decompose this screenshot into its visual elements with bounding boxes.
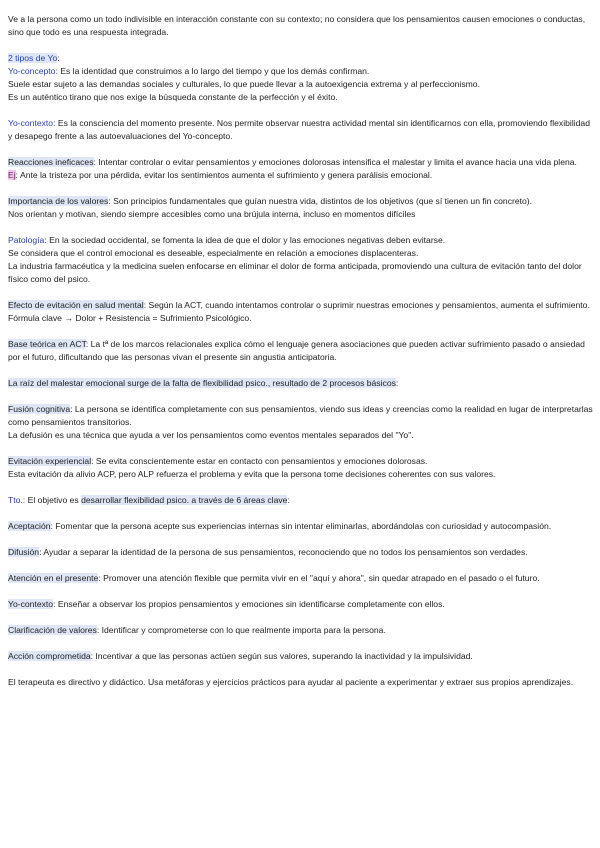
- difusion-paragraph: Difusión: Ayudar a separar la identidad de la persona de sus pensamientos, reconociendo que no todos los pensamientos son verdades.: [8, 547, 528, 557]
- reacciones-label: Reacciones ineficaces: [8, 157, 94, 167]
- yo-contexto-label: Yo-contexto:: [8, 118, 56, 128]
- patologia-label: Patología: [8, 235, 45, 245]
- tto-highlight: desarrollar flexibilidad psico. a través de 6 áreas clave: [81, 495, 288, 505]
- patologia-line3: La industria farmacéutica y la medicina suelen enfocarse en eliminar el dolor de forma anticipada, promoviendo una cultura de evitación tanto del dolor físico como del psico.: [8, 261, 582, 284]
- reacciones-paragraph: Reacciones ineficaces: Intentar controlar o evitar pensamientos y emociones dolorosas intensifica el malestar y limita el avance hacia una vida plena.: [8, 157, 577, 167]
- raiz-paragraph: La raíz del malestar emocional surge de la falta de flexibilidad psico., resultado de 2 procesos básicos:: [8, 378, 399, 388]
- yo-types-heading: 2 tipos de Yo:: [8, 53, 60, 63]
- yo-concepto-line3: Es un auténtico tirano que nos exige la búsqueda constante de la perfección y el éxito.: [8, 92, 338, 102]
- valores-label: Importancia de los valores: [8, 196, 109, 206]
- intro-paragraph: Ve a la persona como un todo indivisible en interacción constante con su contexto; no considera que los pensamientos causen emociones o conductas, sino que todo es una respuesta integrada.: [8, 14, 586, 37]
- fusion-paragraph: Fusión cognitiva: La persona se identifica completamente con sus pensamientos, viendo sus ideas y creencias como la realidad en lugar de interpretarlas como pensamientos transitorios.: [8, 404, 593, 427]
- base-label: Base teórica en ACT: [8, 339, 86, 349]
- evitacion-label: Efecto de evitación en salud mental: [8, 300, 144, 310]
- yo-concepto-paragraph: Yo-concepto: Es la identidad que construimos a lo largo del tiempo y que los demás confirman.: [8, 66, 370, 76]
- atencion-label: Atención en el presente: [8, 573, 99, 583]
- tto-label: Tto.:: [8, 495, 26, 505]
- atencion-paragraph: Atención en el presente: Promover una atención flexible que permita vivir en el "aquí y ahora", sin quedar atrapado en el pasado o el futuro.: [8, 573, 540, 583]
- fusion-line2: La defusión es una técnica que ayuda a ver los pensamientos como eventos mentales separados del "Yo".: [8, 430, 414, 440]
- raiz-label: La raíz del malestar emocional surge de la falta de flexibilidad psico., resultado de 2 procesos básicos: [8, 378, 396, 388]
- yo-types-title: 2 tipos de Yo: [8, 53, 58, 63]
- experiencial-paragraph: Evitación experiencial: Se evita conscientemente estar en contacto con pensamientos y emociones dolorosas.: [8, 456, 428, 466]
- ejemplo-paragraph: Ej: Ante la tristeza por una pérdida, evitar los sentimientos aumenta el sufrimiento y genera parálisis emocional.: [8, 170, 433, 180]
- patologia-paragraph: Patología: En la sociedad occidental, se fomenta la idea de que el dolor y las emociones negativas deben evitarse.: [8, 235, 446, 245]
- yo-contexto-paragraph: Yo-contexto: Es la consciencia del momento presente. Nos permite observar nuestra actividad mental sin identificarnos con ella, promoviendo flexibilidad y desapego frente a las autoevaluaciones del Yo-concepto.: [8, 118, 590, 141]
- experiencial-label: Evitación experiencial: [8, 456, 92, 466]
- difusion-label: Difusión: [8, 547, 40, 557]
- accion-label: Acción comprometida: [8, 651, 91, 661]
- yo-concepto-line2: Suele estar sujeto a las demandas sociales y culturales, lo que puede llevar a la autoexigencia extrema y al perfeccionismo.: [8, 79, 480, 89]
- base-paragraph: Base teórica en ACT: La tª de los marcos relacionales explica cómo el lenguaje genera asociaciones que pueden activar sufrimiento pasado o ansiedad por el futuro, dificultando que las personas vivan el presente sin angustia anticipatoria.: [8, 339, 585, 362]
- valores-paragraph: Importancia de los valores: Son principios fundamentales que guían nuestra vida, distintos de los objetivos (que sí tienen un fin concreto).: [8, 196, 533, 206]
- aceptacion-label: Aceptación: [8, 521, 51, 531]
- terapeuta-paragraph: El terapeuta es directivo y didáctico. Usa metáforas y ejercicios prácticos para ayudar al paciente a experimentar y extraer sus propios aprendizajes.: [8, 677, 574, 687]
- clarificacion-label: Clarificación de valores: [8, 625, 97, 635]
- yo-contexto-area-paragraph: Yo-contexto: Enseñar a observar los propios pensamientos y emociones sin identificarse completamente con ellos.: [8, 599, 445, 609]
- formula-line: Fórmula clave → Dolor + Resistencia = Sufrimiento Psicológico.: [8, 313, 252, 323]
- experiencial-line2: Esta evitación da alivio ACP, pero ALP refuerza el problema y evita que la persona tome decisiones coherentes con sus valores.: [8, 469, 496, 479]
- document-page: [8, 13, 593, 689]
- evitacion-paragraph: Efecto de evitación en salud mental: Según la ACT, cuando intentamos controlar o suprimir nuestras emociones y pensamientos, aumenta el sufrimiento.: [8, 300, 590, 310]
- aceptacion-paragraph: Aceptación: Fomentar que la persona acepte sus experiencias internas sin intentar eliminarlas, abordándolas con curiosidad y autocompasión.: [8, 521, 552, 531]
- fusion-label: Fusión cognitiva: [8, 404, 71, 414]
- tto-paragraph: Tto.: El objetivo es desarrollar flexibilidad psico. a través de 6 áreas clave:: [8, 495, 290, 505]
- patologia-line2: Se considera que el control emocional es deseable, especialmente en relación a emociones displacenteras.: [8, 248, 419, 258]
- ejemplo-label: Ej: [8, 170, 16, 180]
- accion-paragraph: Acción comprometida: Incentivar a que las personas actúen según sus valores, superando la inactividad y la impulsividad.: [8, 651, 473, 661]
- valores-line2: Nos orientan y motivan, siendo siempre accesibles como una brújula interna, incluso en momentos difíciles: [8, 209, 416, 219]
- yo-contexto-area-label: Yo-contexto: [8, 599, 54, 609]
- yo-concepto-label: Yo-concepto:: [8, 66, 58, 76]
- clarificacion-paragraph: Clarificación de valores: Identificar y comprometerse con lo que realmente importa para la persona.: [8, 625, 386, 635]
